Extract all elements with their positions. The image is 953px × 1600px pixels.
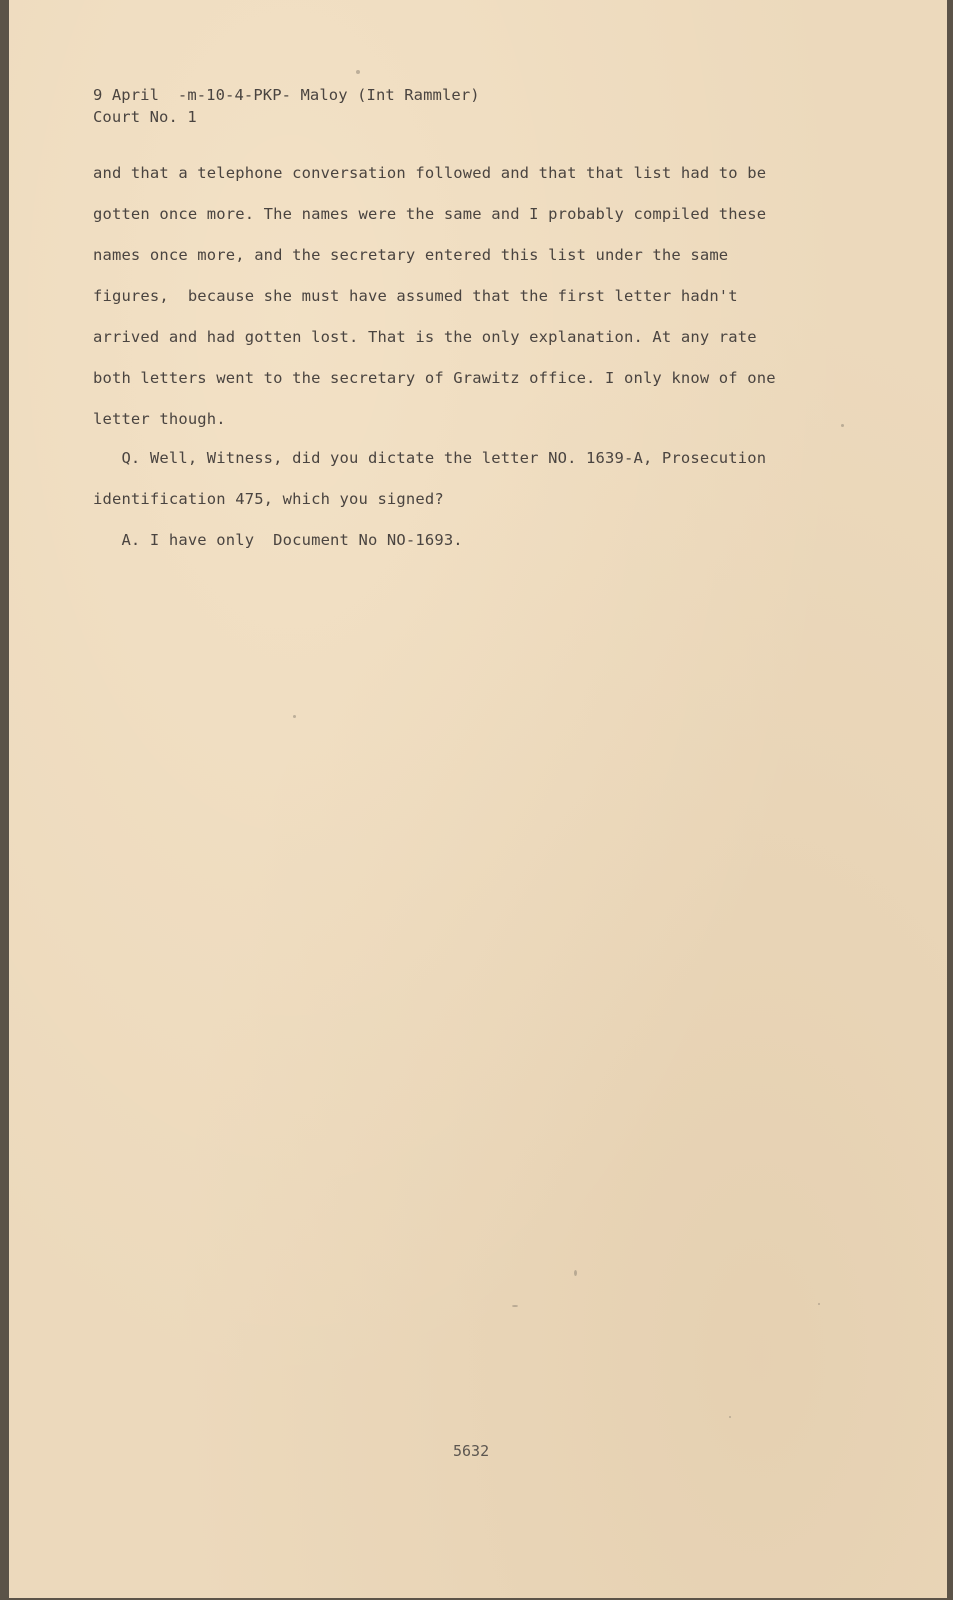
transcript-line: names once more, and the secretary entered this list under the same <box>93 246 729 264</box>
header-session-line: 9 April -m-10-4-PKP- Maloy (Int Rammler) <box>93 86 480 104</box>
paper-speck <box>729 1416 731 1418</box>
document-header <box>93 84 480 128</box>
paper-speck <box>574 1270 577 1276</box>
transcript-line: letter though. <box>93 410 226 428</box>
header-court-line: Court No. 1 <box>93 108 197 126</box>
document-page <box>9 0 947 1598</box>
paper-speck <box>841 424 844 427</box>
question-line: Q. Well, Witness, did you dictate the letter NO. 1639-A, Prosecution <box>93 449 767 467</box>
answer-line: A. I have only Document No NO-1693. <box>93 531 463 549</box>
page-number: 5632 <box>453 1442 490 1460</box>
paper-speck <box>293 715 296 718</box>
transcript-line: both letters went to the secretary of Grawitz office. I only know of one <box>93 369 776 387</box>
paper-speck <box>356 70 360 74</box>
transcript-line: gotten once more. The names were the same and I probably compiled these <box>93 205 767 223</box>
transcript-line: arrived and had gotten lost. That is the only explanation. At any rate <box>93 328 757 346</box>
question-line: identification 475, which you signed? <box>93 490 444 508</box>
transcript-line: figures, because she must have assumed that the first letter hadn't <box>93 287 738 305</box>
paper-speck <box>512 1305 518 1307</box>
transcript-line: and that a telephone conversation followed and that that list had to be <box>93 164 767 182</box>
paper-speck <box>818 1303 820 1305</box>
